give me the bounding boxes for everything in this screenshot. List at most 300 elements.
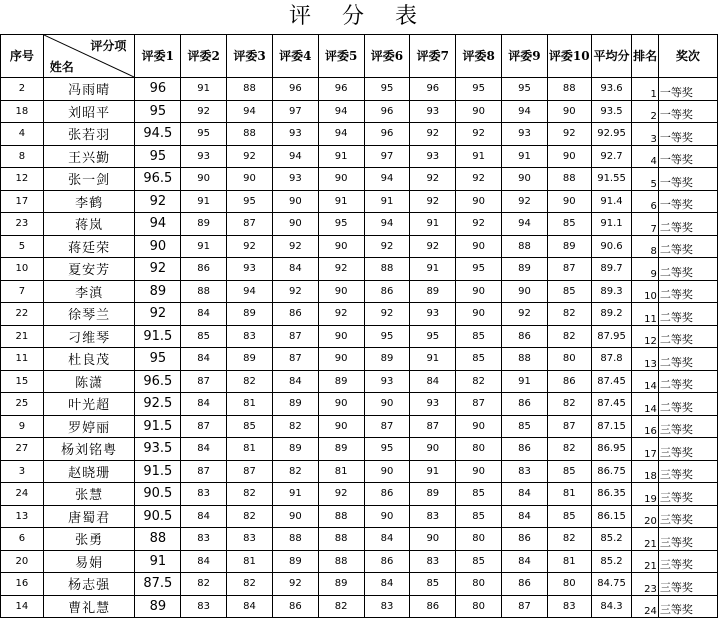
cell-judge-2-score: 86 — [181, 258, 227, 281]
table-row — [1, 145, 718, 168]
cell-judge-1-score: 92.5 — [135, 393, 181, 416]
cell-judge-2-score: 89 — [181, 213, 227, 236]
cell-judge-1-score: 90.5 — [135, 505, 181, 528]
cell-judge-6-score: 83 — [364, 595, 410, 618]
cell-judge-1-score: 90 — [135, 235, 181, 258]
cell-judge-5-score: 89 — [318, 573, 364, 596]
cell-judge-4-score: 94 — [272, 145, 318, 168]
cell-judge-7-score: 96 — [410, 78, 456, 101]
cell-judge-4-score: 82 — [272, 415, 318, 438]
cell-average: 84.3 — [591, 595, 632, 618]
cell-judge-5-score: 90 — [318, 393, 364, 416]
table-row — [1, 393, 718, 416]
cell-judge-1-score: 90.5 — [135, 483, 181, 506]
cell-judge-3-score: 81 — [227, 393, 273, 416]
cell-judge-6-score: 95 — [364, 325, 410, 348]
cell-judge-6-score: 95 — [364, 78, 410, 101]
cell-judge-7-score: 93 — [410, 100, 456, 123]
cell-judge-6-score: 87 — [364, 415, 410, 438]
cell-rank: 13 — [632, 348, 658, 371]
cell-judge-9-score: 91 — [502, 370, 548, 393]
cell-judge-6-score: 92 — [364, 303, 410, 326]
cell-judge-2-score: 87 — [181, 370, 227, 393]
cell-average: 84.75 — [591, 573, 632, 596]
cell-judge-6-score: 86 — [364, 550, 410, 573]
cell-award: 三等奖 — [658, 550, 717, 573]
table-row — [1, 258, 718, 281]
cell-judge-3-score: 83 — [227, 528, 273, 551]
table-row — [1, 595, 718, 618]
cell-judge-3-score: 85 — [227, 415, 273, 438]
cell-name: 张一剑 — [43, 168, 135, 191]
cell-judge-8-score: 87 — [456, 393, 502, 416]
cell-average: 90.6 — [591, 235, 632, 258]
cell-name: 李滇 — [43, 280, 135, 303]
cell-index: 21 — [1, 325, 44, 348]
cell-judge-8-score: 85 — [456, 505, 502, 528]
cell-award: 三等奖 — [658, 528, 717, 551]
cell-judge-5-score: 90 — [318, 168, 364, 191]
cell-judge-9-score: 84 — [502, 550, 548, 573]
cell-judge-4-score: 82 — [272, 460, 318, 483]
cell-judge-9-score: 88 — [502, 348, 548, 371]
cell-average: 87.15 — [591, 415, 632, 438]
table-row — [1, 100, 718, 123]
table-row — [1, 348, 718, 371]
cell-award: 一等奖 — [658, 190, 717, 213]
cell-average: 91.4 — [591, 190, 632, 213]
cell-rank: 10 — [632, 280, 658, 303]
cell-judge-2-score: 93 — [181, 145, 227, 168]
table-row — [1, 123, 718, 146]
cell-name: 刁维琴 — [43, 325, 135, 348]
cell-judge-4-score: 92 — [272, 573, 318, 596]
cell-judge-5-score: 90 — [318, 325, 364, 348]
cell-judge-4-score: 90 — [272, 213, 318, 236]
cell-name: 夏安芳 — [43, 258, 135, 281]
cell-judge-4-score: 90 — [272, 190, 318, 213]
cell-judge-3-score: 92 — [227, 145, 273, 168]
table-row — [1, 168, 718, 191]
cell-judge-10-score: 80 — [547, 348, 591, 371]
cell-index: 3 — [1, 460, 44, 483]
cell-index: 9 — [1, 415, 44, 438]
cell-judge-7-score: 90 — [410, 528, 456, 551]
cell-judge-6-score: 94 — [364, 168, 410, 191]
cell-judge-5-score: 90 — [318, 280, 364, 303]
cell-name: 张慧 — [43, 483, 135, 506]
cell-judge-4-score: 91 — [272, 483, 318, 506]
cell-judge-8-score: 90 — [456, 190, 502, 213]
cell-judge-4-score: 86 — [272, 595, 318, 618]
cell-judge-10-score: 88 — [547, 168, 591, 191]
cell-judge-6-score: 86 — [364, 483, 410, 506]
cell-judge-7-score: 92 — [410, 190, 456, 213]
cell-judge-9-score: 88 — [502, 235, 548, 258]
cell-judge-1-score: 91.5 — [135, 460, 181, 483]
cell-judge-2-score: 84 — [181, 348, 227, 371]
cell-judge-8-score: 95 — [456, 78, 502, 101]
cell-average: 85.2 — [591, 550, 632, 573]
cell-average: 87.8 — [591, 348, 632, 371]
cell-award: 一等奖 — [658, 100, 717, 123]
cell-judge-8-score: 80 — [456, 528, 502, 551]
table-row — [1, 483, 718, 506]
header-diagonal-cell — [43, 35, 135, 78]
cell-judge-10-score: 82 — [547, 528, 591, 551]
cell-judge-4-score: 84 — [272, 370, 318, 393]
cell-judge-4-score: 89 — [272, 550, 318, 573]
cell-judge-9-score: 85 — [502, 415, 548, 438]
cell-award: 三等奖 — [658, 438, 717, 461]
cell-name: 王兴勤 — [43, 145, 135, 168]
cell-name: 张若羽 — [43, 123, 135, 146]
cell-average: 86.15 — [591, 505, 632, 528]
cell-name: 陈潇 — [43, 370, 135, 393]
cell-name: 蒋岚 — [43, 213, 135, 236]
cell-judge-9-score: 92 — [502, 303, 548, 326]
cell-judge-10-score: 92 — [547, 123, 591, 146]
cell-rank: 17 — [632, 438, 658, 461]
cell-index: 14 — [1, 595, 44, 618]
cell-judge-10-score: 82 — [547, 393, 591, 416]
cell-name: 蒋廷荣 — [43, 235, 135, 258]
cell-index: 6 — [1, 528, 44, 551]
cell-index: 7 — [1, 280, 44, 303]
cell-judge-4-score: 96 — [272, 78, 318, 101]
cell-judge-7-score: 92 — [410, 168, 456, 191]
cell-name: 李鹤 — [43, 190, 135, 213]
cell-judge-6-score: 92 — [364, 235, 410, 258]
cell-judge-8-score: 91 — [456, 145, 502, 168]
cell-index: 27 — [1, 438, 44, 461]
cell-award: 二等奖 — [658, 325, 717, 348]
cell-average: 85.2 — [591, 528, 632, 551]
cell-rank: 14 — [632, 370, 658, 393]
cell-name: 赵晓珊 — [43, 460, 135, 483]
cell-judge-3-score: 82 — [227, 483, 273, 506]
cell-judge-5-score: 91 — [318, 145, 364, 168]
cell-judge-2-score: 84 — [181, 550, 227, 573]
cell-judge-10-score: 90 — [547, 100, 591, 123]
cell-judge-10-score: 88 — [547, 78, 591, 101]
cell-judge-9-score: 83 — [502, 460, 548, 483]
cell-judge-9-score: 89 — [502, 258, 548, 281]
cell-judge-10-score: 82 — [547, 303, 591, 326]
header-judge-2: 评委2 — [181, 35, 227, 78]
cell-average: 89.2 — [591, 303, 632, 326]
cell-average: 87.45 — [591, 393, 632, 416]
cell-judge-7-score: 91 — [410, 460, 456, 483]
cell-judge-2-score: 87 — [181, 460, 227, 483]
cell-judge-5-score: 88 — [318, 528, 364, 551]
cell-judge-10-score: 85 — [547, 460, 591, 483]
cell-award: 一等奖 — [658, 78, 717, 101]
cell-rank: 7 — [632, 213, 658, 236]
header-judge-1: 评委1 — [135, 35, 181, 78]
cell-judge-6-score: 84 — [364, 573, 410, 596]
table-row — [1, 325, 718, 348]
cell-name: 叶光超 — [43, 393, 135, 416]
cell-average: 87.95 — [591, 325, 632, 348]
cell-rank: 9 — [632, 258, 658, 281]
cell-judge-9-score: 90 — [502, 168, 548, 191]
cell-index: 12 — [1, 168, 44, 191]
cell-judge-3-score: 88 — [227, 78, 273, 101]
cell-judge-1-score: 91.5 — [135, 325, 181, 348]
cell-judge-5-score: 96 — [318, 78, 364, 101]
cell-judge-6-score: 86 — [364, 280, 410, 303]
cell-judge-5-score: 90 — [318, 235, 364, 258]
cell-rank: 12 — [632, 325, 658, 348]
cell-judge-3-score: 87 — [227, 213, 273, 236]
cell-judge-4-score: 87 — [272, 325, 318, 348]
header-row — [1, 35, 718, 78]
page-title: 评 分 表 — [289, 4, 429, 29]
cell-name: 杨志强 — [43, 573, 135, 596]
cell-judge-6-score: 94 — [364, 213, 410, 236]
cell-average: 87.45 — [591, 370, 632, 393]
cell-judge-1-score: 95 — [135, 348, 181, 371]
cell-judge-5-score: 94 — [318, 123, 364, 146]
cell-index: 23 — [1, 213, 44, 236]
cell-judge-3-score: 95 — [227, 190, 273, 213]
cell-judge-4-score: 92 — [272, 235, 318, 258]
cell-name: 曹礼慧 — [43, 595, 135, 618]
cell-judge-2-score: 83 — [181, 595, 227, 618]
cell-judge-3-score: 83 — [227, 325, 273, 348]
cell-index: 13 — [1, 505, 44, 528]
table-row — [1, 438, 718, 461]
cell-judge-8-score: 85 — [456, 550, 502, 573]
cell-name: 冯雨晴 — [43, 78, 135, 101]
header-judge-9: 评委9 — [502, 35, 548, 78]
cell-judge-2-score: 91 — [181, 235, 227, 258]
cell-judge-4-score: 92 — [272, 280, 318, 303]
cell-judge-1-score: 91 — [135, 550, 181, 573]
table-row — [1, 573, 718, 596]
cell-award: 二等奖 — [658, 235, 717, 258]
cell-average: 92.95 — [591, 123, 632, 146]
cell-index: 4 — [1, 123, 44, 146]
cell-judge-10-score: 81 — [547, 550, 591, 573]
cell-judge-8-score: 80 — [456, 595, 502, 618]
cell-award: 二等奖 — [658, 348, 717, 371]
cell-judge-1-score: 96 — [135, 78, 181, 101]
table-row — [1, 460, 718, 483]
cell-judge-4-score: 87 — [272, 348, 318, 371]
cell-judge-3-score: 92 — [227, 235, 273, 258]
header-average: 平均分 — [591, 35, 632, 78]
cell-judge-6-score: 84 — [364, 528, 410, 551]
cell-judge-1-score: 87.5 — [135, 573, 181, 596]
cell-judge-2-score: 88 — [181, 280, 227, 303]
cell-name: 刘昭平 — [43, 100, 135, 123]
cell-judge-4-score: 93 — [272, 168, 318, 191]
cell-judge-10-score: 85 — [547, 505, 591, 528]
cell-judge-4-score: 97 — [272, 100, 318, 123]
cell-judge-8-score: 92 — [456, 213, 502, 236]
cell-judge-2-score: 95 — [181, 123, 227, 146]
cell-judge-8-score: 90 — [456, 460, 502, 483]
cell-award: 一等奖 — [658, 168, 717, 191]
cell-average: 89.7 — [591, 258, 632, 281]
cell-index: 10 — [1, 258, 44, 281]
table-row — [1, 235, 718, 258]
cell-judge-9-score: 92 — [502, 190, 548, 213]
cell-rank: 16 — [632, 415, 658, 438]
cell-judge-4-score: 88 — [272, 528, 318, 551]
cell-rank: 8 — [632, 235, 658, 258]
cell-judge-5-score: 90 — [318, 348, 364, 371]
cell-judge-9-score: 84 — [502, 505, 548, 528]
cell-judge-8-score: 90 — [456, 280, 502, 303]
cell-award: 二等奖 — [658, 303, 717, 326]
cell-judge-2-score: 85 — [181, 325, 227, 348]
cell-judge-6-score: 89 — [364, 348, 410, 371]
header-judge-4: 评委4 — [272, 35, 318, 78]
cell-judge-9-score: 94 — [502, 100, 548, 123]
cell-judge-4-score: 89 — [272, 438, 318, 461]
cell-judge-1-score: 93.5 — [135, 438, 181, 461]
cell-award: 二等奖 — [658, 393, 717, 416]
cell-judge-7-score: 95 — [410, 325, 456, 348]
cell-judge-9-score: 86 — [502, 325, 548, 348]
cell-judge-3-score: 88 — [227, 123, 273, 146]
cell-judge-7-score: 89 — [410, 280, 456, 303]
cell-judge-10-score: 86 — [547, 370, 591, 393]
cell-judge-1-score: 96.5 — [135, 168, 181, 191]
cell-judge-9-score: 86 — [502, 528, 548, 551]
cell-judge-10-score: 85 — [547, 280, 591, 303]
cell-judge-5-score: 82 — [318, 595, 364, 618]
cell-judge-10-score: 81 — [547, 483, 591, 506]
cell-judge-2-score: 82 — [181, 573, 227, 596]
cell-average: 93.6 — [591, 78, 632, 101]
cell-judge-6-score: 93 — [364, 370, 410, 393]
cell-index: 2 — [1, 78, 44, 101]
cell-award: 三等奖 — [658, 460, 717, 483]
cell-judge-3-score: 89 — [227, 303, 273, 326]
cell-award: 二等奖 — [658, 258, 717, 281]
cell-average: 86.75 — [591, 460, 632, 483]
cell-judge-8-score: 90 — [456, 415, 502, 438]
cell-rank: 1 — [632, 78, 658, 101]
cell-judge-10-score: 89 — [547, 235, 591, 258]
header-judge-10: 评委10 — [547, 35, 591, 78]
cell-rank: 21 — [632, 550, 658, 573]
cell-judge-2-score: 84 — [181, 505, 227, 528]
cell-rank: 5 — [632, 168, 658, 191]
cell-award: 三等奖 — [658, 573, 717, 596]
cell-judge-3-score: 90 — [227, 168, 273, 191]
cell-judge-8-score: 95 — [456, 258, 502, 281]
table-row — [1, 528, 718, 551]
cell-judge-2-score: 84 — [181, 303, 227, 326]
cell-judge-5-score: 92 — [318, 483, 364, 506]
cell-judge-1-score: 95 — [135, 100, 181, 123]
cell-judge-7-score: 87 — [410, 415, 456, 438]
cell-judge-7-score: 90 — [410, 438, 456, 461]
table-row — [1, 415, 718, 438]
cell-judge-6-score: 90 — [364, 505, 410, 528]
cell-index: 16 — [1, 573, 44, 596]
cell-judge-5-score: 92 — [318, 258, 364, 281]
table-row — [1, 370, 718, 393]
cell-name: 唐蜀君 — [43, 505, 135, 528]
cell-judge-2-score: 83 — [181, 483, 227, 506]
cell-judge-3-score: 81 — [227, 550, 273, 573]
cell-judge-2-score: 84 — [181, 393, 227, 416]
cell-judge-9-score: 93 — [502, 123, 548, 146]
cell-judge-7-score: 93 — [410, 303, 456, 326]
header-index: 序号 — [1, 35, 44, 78]
cell-judge-7-score: 89 — [410, 483, 456, 506]
table-row — [1, 78, 718, 101]
cell-judge-8-score: 90 — [456, 235, 502, 258]
cell-judge-4-score: 84 — [272, 258, 318, 281]
cell-judge-5-score: 88 — [318, 550, 364, 573]
cell-judge-7-score: 85 — [410, 573, 456, 596]
cell-judge-7-score: 83 — [410, 505, 456, 528]
score-table — [0, 34, 718, 618]
cell-judge-4-score: 89 — [272, 393, 318, 416]
cell-judge-8-score: 92 — [456, 168, 502, 191]
cell-award: 一等奖 — [658, 123, 717, 146]
cell-judge-5-score: 81 — [318, 460, 364, 483]
table-row — [1, 550, 718, 573]
cell-judge-6-score: 90 — [364, 460, 410, 483]
cell-judge-9-score: 91 — [502, 145, 548, 168]
cell-judge-3-score: 84 — [227, 595, 273, 618]
cell-judge-5-score: 94 — [318, 100, 364, 123]
table-row — [1, 213, 718, 236]
cell-rank: 21 — [632, 528, 658, 551]
cell-average: 92.7 — [591, 145, 632, 168]
cell-judge-3-score: 87 — [227, 460, 273, 483]
cell-rank: 23 — [632, 573, 658, 596]
cell-judge-8-score: 82 — [456, 370, 502, 393]
cell-index: 22 — [1, 303, 44, 326]
cell-rank: 6 — [632, 190, 658, 213]
cell-judge-6-score: 97 — [364, 145, 410, 168]
table-body — [1, 78, 718, 618]
cell-judge-6-score: 88 — [364, 258, 410, 281]
cell-rank: 3 — [632, 123, 658, 146]
cell-judge-3-score: 81 — [227, 438, 273, 461]
cell-rank: 2 — [632, 100, 658, 123]
cell-judge-1-score: 95 — [135, 145, 181, 168]
cell-judge-7-score: 91 — [410, 258, 456, 281]
cell-judge-10-score: 90 — [547, 190, 591, 213]
cell-judge-3-score: 82 — [227, 505, 273, 528]
cell-judge-10-score: 82 — [547, 325, 591, 348]
cell-average: 93.5 — [591, 100, 632, 123]
cell-award: 二等奖 — [658, 280, 717, 303]
cell-judge-9-score: 95 — [502, 78, 548, 101]
cell-judge-6-score: 96 — [364, 100, 410, 123]
header-rank: 排名 — [632, 35, 658, 78]
cell-average: 91.55 — [591, 168, 632, 191]
cell-judge-8-score: 90 — [456, 100, 502, 123]
cell-award: 三等奖 — [658, 595, 717, 618]
table-row — [1, 505, 718, 528]
cell-rank: 19 — [632, 483, 658, 506]
header-judge-3: 评委3 — [227, 35, 273, 78]
cell-award: 三等奖 — [658, 415, 717, 438]
cell-judge-10-score: 80 — [547, 573, 591, 596]
header-judge-5: 评委5 — [318, 35, 364, 78]
